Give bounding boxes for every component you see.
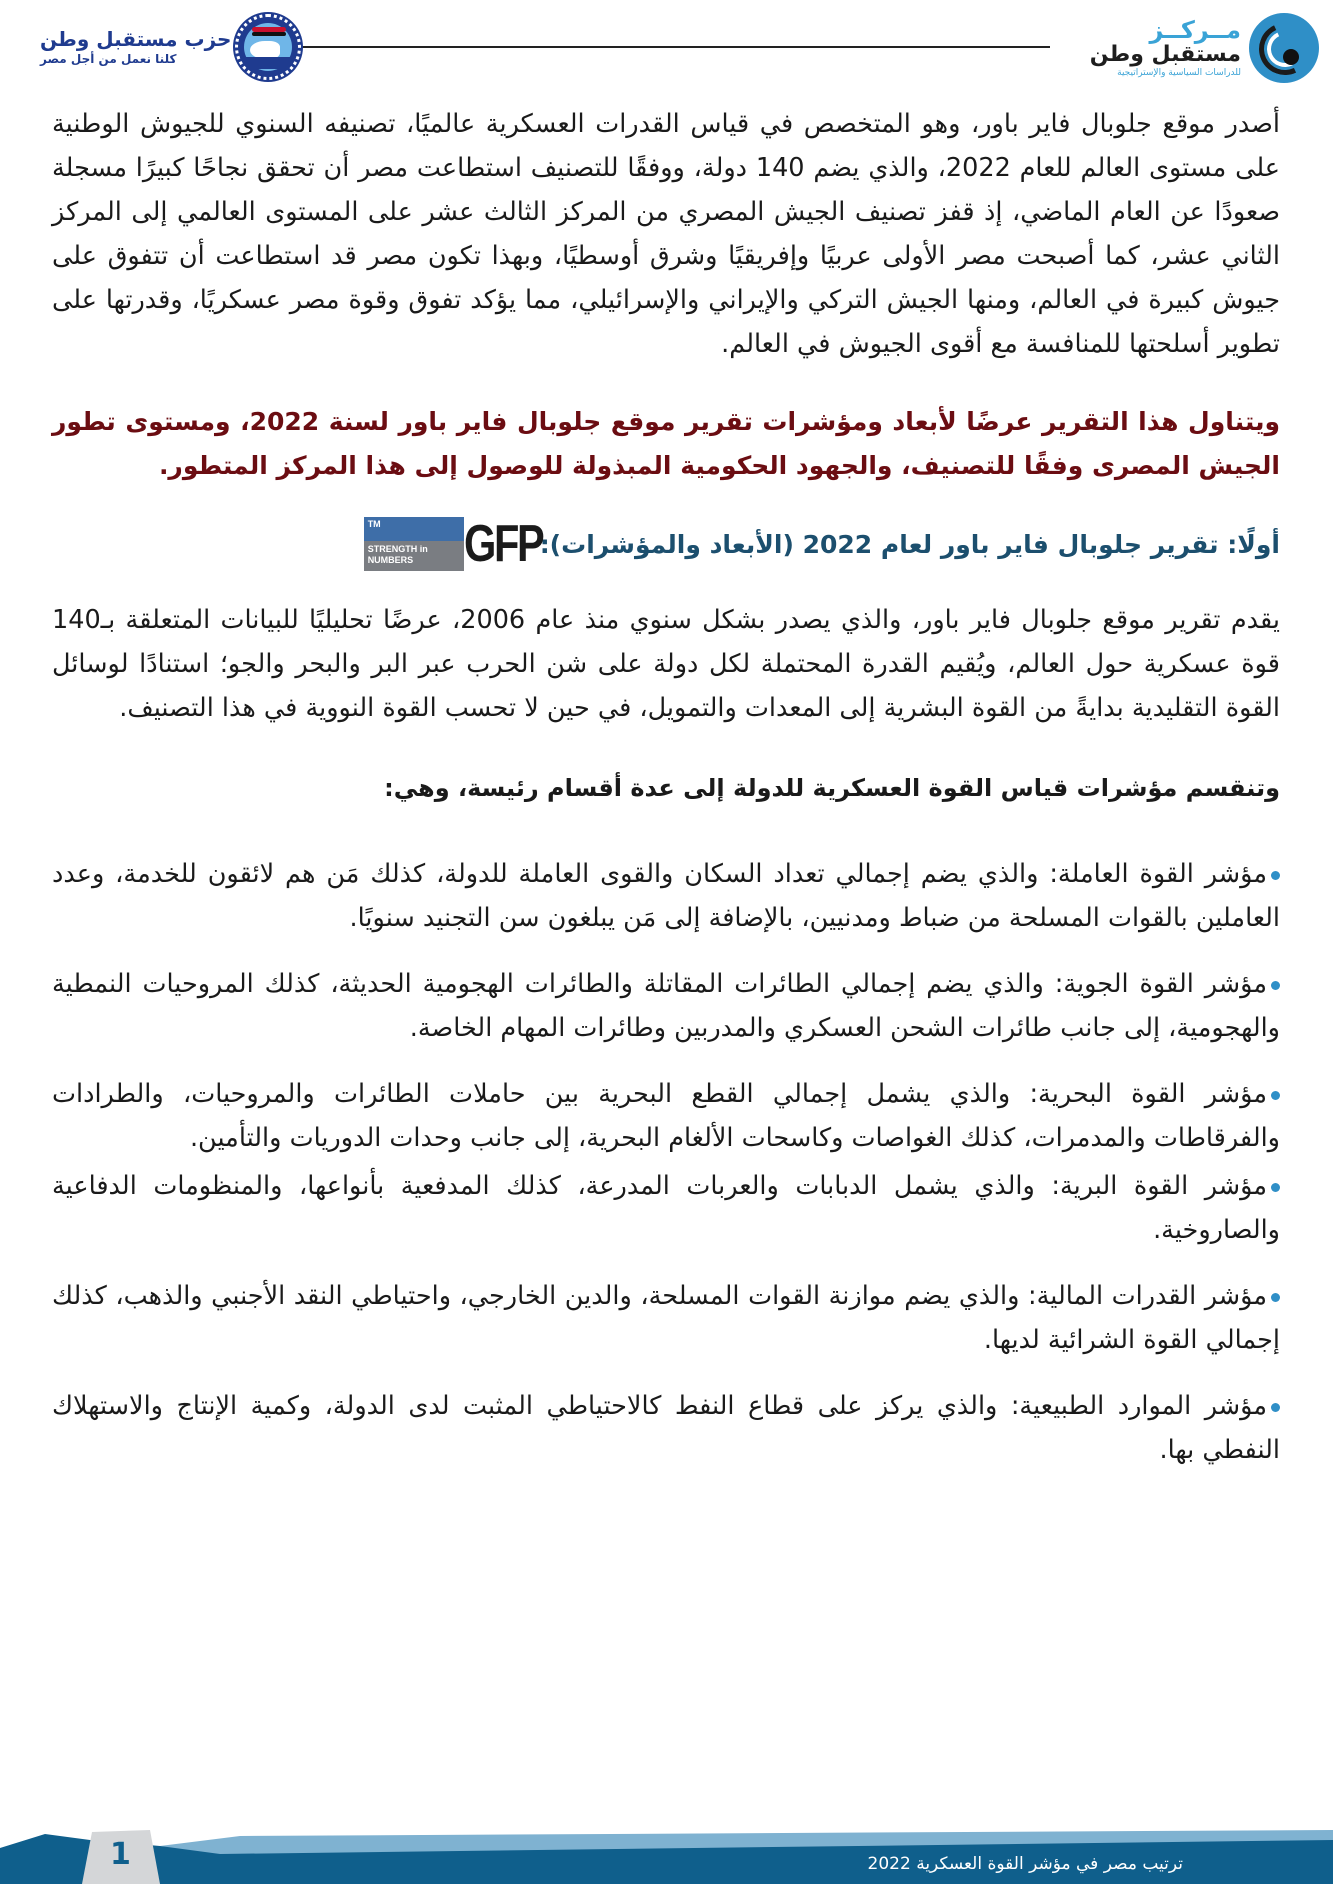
center-logo-subtitle: للدراسات السياسية والإستراتيجية <box>1117 68 1241 78</box>
indicators-subheading: وتنقسم مؤشرات قياس القوة العسكرية للدولة إلى عدة أقسام رئيسة، وهي: <box>384 774 1280 802</box>
center-logo-text <box>1090 17 1241 79</box>
bullet-icon <box>1271 1403 1280 1412</box>
footer-title: ترتيب مصر في مؤشر القوة العسكرية 2022 <box>867 1854 1183 1874</box>
page-header <box>0 0 1333 95</box>
indicator-item <box>52 1274 1280 1362</box>
section-title: أولًا: تقرير جلوبال فاير باور لعام 2022 (الأبعاد والمؤشرات): <box>539 529 1280 559</box>
gfp-tagline-line-1: STRENGTH in <box>367 544 428 554</box>
indicator-item <box>52 1164 1280 1252</box>
gfp-logo-box <box>364 517 464 571</box>
bullet-icon <box>1271 871 1280 880</box>
party-name: حزب مستقبل وطن <box>40 27 232 51</box>
gfp-tagline-line-2: NUMBERS <box>367 555 414 565</box>
gfp-trademark: TM <box>364 517 464 541</box>
page-number: 1 <box>110 1837 131 1872</box>
gfp-paragraph: يقدم تقرير موقع جلوبال فاير باور، والذي يصدر بشكل سنوي منذ عام 2006، عرضًا تحليليًا للبيانات المتعلقة بـ140 قوة عسكرية حول العالم، ويُقيم القدرة المحتملة لكل دولة على شن الحرب عبر البر والبحر والجو؛ استنادًا لوسائل القوة التقليدية بدايةً من القوة البشرية إلى المعدات والتمويل، في حين لا تحسب القوة النووية في هذا التصنيف. <box>52 605 1281 723</box>
bullet-icon <box>1271 981 1280 990</box>
party-logo <box>40 12 301 82</box>
center-logo-name-main: مستقبل وطن <box>1089 42 1241 67</box>
indicator-text: مؤشر القوة الجوية: والذي يضم إجمالي الطائرات المقاتلة والطائرات الهجومية الحديثة، كذلك المروحيات النمطية والهجومية، إلى جانب طائرات الشحن العسكري والمدربين وطائرات المهام الخاصة. <box>52 969 1280 1043</box>
center-logo <box>1090 8 1319 88</box>
eagle-seal-icon <box>235 14 301 80</box>
indicator-item <box>52 962 1280 1050</box>
indicator-text: مؤشر الموارد الطبيعية: والذي يركز على قطاع النفط كالاحتياطي المثبت لدى الدولة، وكمية الإنتاج والاستهلاك النفطي بها. <box>52 1391 1280 1465</box>
intro-paragraph: أصدر موقع جلوبال فاير باور، وهو المتخصص في قياس القدرات العسكرية عالميًا، تصنيفه السنوي للجيوش الوطنية على مستوى العالم للعام 2022، والذي يضم 140 دولة، ووفقًا للتصنيف استطاعت مصر أن تحقق نجاحًا كبيرًا مسجلة صعودًا عن العام الماضي، إذ قفز تصنيف الجيش المصري من المركز الثالث عشر على المستوى العالمي إلى المركز الثاني عشر، كما أصبحت مصر الأولى عربيًا وإفريقيًا وشرق أوسطيًا، وبهذا تكون مصر قد استطاعت أن تتفوق على جيوش كبيرة في العالم، ومنها الجيش التركي والإيراني والإسرائيلي، مما يؤكد تفوق وقوة مصر عسكريًا، وقدرتها على تطوير أسلحتها للمنافسة مع أقوى الجيوش في العالم. <box>52 109 1280 359</box>
gfp-logo-letters: GFP <box>463 515 543 573</box>
indicator-text: مؤشر القوة البحرية: والذي يشمل إجمالي القطع البحرية بين حاملات الطائرات والمروحيات، والطرادات والفرقاطات والمدمرات، كذلك الغواصات وكاسحات الألغام البحرية، إلى جانب وحدات الدوريات والتأمين. <box>52 1079 1280 1153</box>
footer-wave-graphic <box>0 1820 1333 1884</box>
bullet-icon <box>1271 1293 1280 1302</box>
party-slogan: كلنا نعمل من أجل مصر <box>40 52 177 66</box>
falcon-emblem-icon <box>1249 13 1319 83</box>
gfp-tagline <box>364 541 464 571</box>
indicator-item <box>52 1384 1280 1472</box>
center-logo-name-top: مــركــز <box>1149 16 1241 44</box>
document-body <box>52 102 1280 1494</box>
indicator-text: مؤشر القوة العاملة: والذي يضم إجمالي تعداد السكان والقوى العاملة للدولة، كذلك مَن هم لائقون للخدمة، وعدد العاملين بالقوات المسلحة من ضباط ومدنيين، بالإضافة إلى مَن يبلغون سن التجنيد سنويًا. <box>52 859 1280 933</box>
section-heading <box>52 512 1280 576</box>
indicator-item <box>52 852 1280 940</box>
indicator-text: مؤشر القدرات المالية: والذي يضم موازنة القوات المسلحة، والدين الخارجي، واحتياطي النقد الأجنبي والذهب، كذلك إجمالي القوة الشرائية لديها. <box>52 1281 1280 1355</box>
bullet-icon <box>1271 1183 1280 1192</box>
page-footer <box>0 1820 1333 1884</box>
bullet-icon <box>1271 1091 1280 1100</box>
header-divider <box>295 46 1050 48</box>
party-logo-text <box>40 27 231 67</box>
highlight-paragraph: ويتناول هذا التقرير عرضًا لأبعاد ومؤشرات تقرير موقع جلوبال فاير باور لسنة 2022، ومستوى تطور الجيش المصرى وفقًا للتصنيف، والجهود الحكومية المبذولة للوصول إلى هذا المركز المتطور. <box>52 407 1280 480</box>
indicator-text: مؤشر القوة البرية: والذي يشمل الدبابات والعربات المدرعة، كذلك المدفعية بأنواعها، والمنظومات الدفاعية والصاروخية. <box>52 1171 1280 1245</box>
indicator-item <box>52 1072 1280 1160</box>
gfp-logo <box>364 515 543 573</box>
